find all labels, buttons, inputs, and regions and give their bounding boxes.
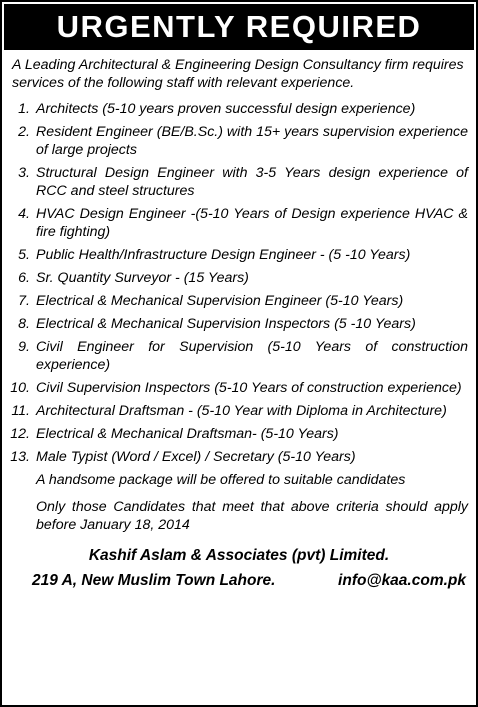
item-text: Electrical & Mechanical Supervision Inspectors (5 -10 Years) (36, 316, 416, 332)
item-number: 5. (18, 247, 30, 263)
item-number: 12. (10, 426, 30, 442)
item-text: Resident Engineer (BE/B.Sc.) with 15+ years supervision experience of large projects (36, 124, 468, 158)
list-item (2, 269, 468, 287)
item-text: Electrical & Mechanical Supervision Engineer (5-10 Years) (36, 293, 404, 309)
item-number: 11. (11, 403, 30, 419)
list-item (2, 448, 468, 466)
list-item (2, 425, 468, 443)
item-number: 3. (18, 165, 30, 181)
item-number: 7. (18, 293, 30, 309)
contact-email[interactable]: info@kaa.com.pk (338, 572, 466, 589)
item-text: Public Health/Infrastructure Design Engineer - (5 -10 Years) (36, 247, 411, 263)
company-name: Kashif Aslam & Associates (pvt) Limited. (88, 547, 390, 564)
item-text: Architects (5-10 years proven successful design experience) (36, 101, 416, 117)
item-text: Architectural Draftsman - (5-10 Year with Diploma in Architecture) (36, 403, 447, 419)
item-text: Sr. Quantity Surveyor - (15 Years) (36, 270, 249, 286)
list-item (2, 379, 468, 397)
list-item (2, 164, 468, 200)
contact-line (32, 571, 466, 591)
list-item (2, 338, 468, 374)
list-item (2, 205, 468, 241)
item-text: Structural Design Engineer with 3-5 Years design experience of RCC and steel structures (36, 165, 468, 199)
package-note: A handsome package will be offered to suitable candidates (36, 472, 406, 488)
item-text: Male Typist (Word / Excel) / Secretary (5-10 Years) (36, 449, 356, 465)
item-number: 2. (18, 124, 30, 140)
item-text: Electrical & Mechanical Draftsman- (5-10 Years) (36, 426, 339, 442)
criteria-note: Only those Candidates that meet that above criteria should apply before January 18, 2014 (36, 499, 468, 533)
item-number: 8. (18, 316, 30, 332)
item-number: 6. (18, 270, 30, 286)
headline-banner: URGENTLY REQUIRED (4, 4, 474, 50)
positions-list (2, 100, 468, 466)
list-item (2, 123, 468, 159)
item-number: 10. (10, 380, 30, 396)
item-number: 13. (10, 449, 30, 465)
item-text: HVAC Design Engineer -(5-10 Years of Design experience HVAC & fire fighting) (36, 206, 468, 240)
list-item (2, 100, 468, 118)
item-number: 4. (18, 206, 30, 222)
list-item (2, 292, 468, 310)
item-text: Civil Engineer for Supervision (5-10 Years of construction experience) (36, 339, 468, 373)
item-text: Civil Supervision Inspectors (5-10 Years of construction experience) (36, 380, 462, 396)
company-address: 219 A, New Muslim Town Lahore. (32, 572, 276, 589)
item-number: 9. (18, 339, 30, 355)
item-number: 1. (18, 101, 30, 117)
list-item (2, 315, 468, 333)
intro-text: A Leading Architectural & Engineering Design Consultancy firm requires services of the following staff with relevant experience. (12, 57, 464, 91)
list-item (2, 402, 468, 420)
list-item (2, 246, 468, 264)
